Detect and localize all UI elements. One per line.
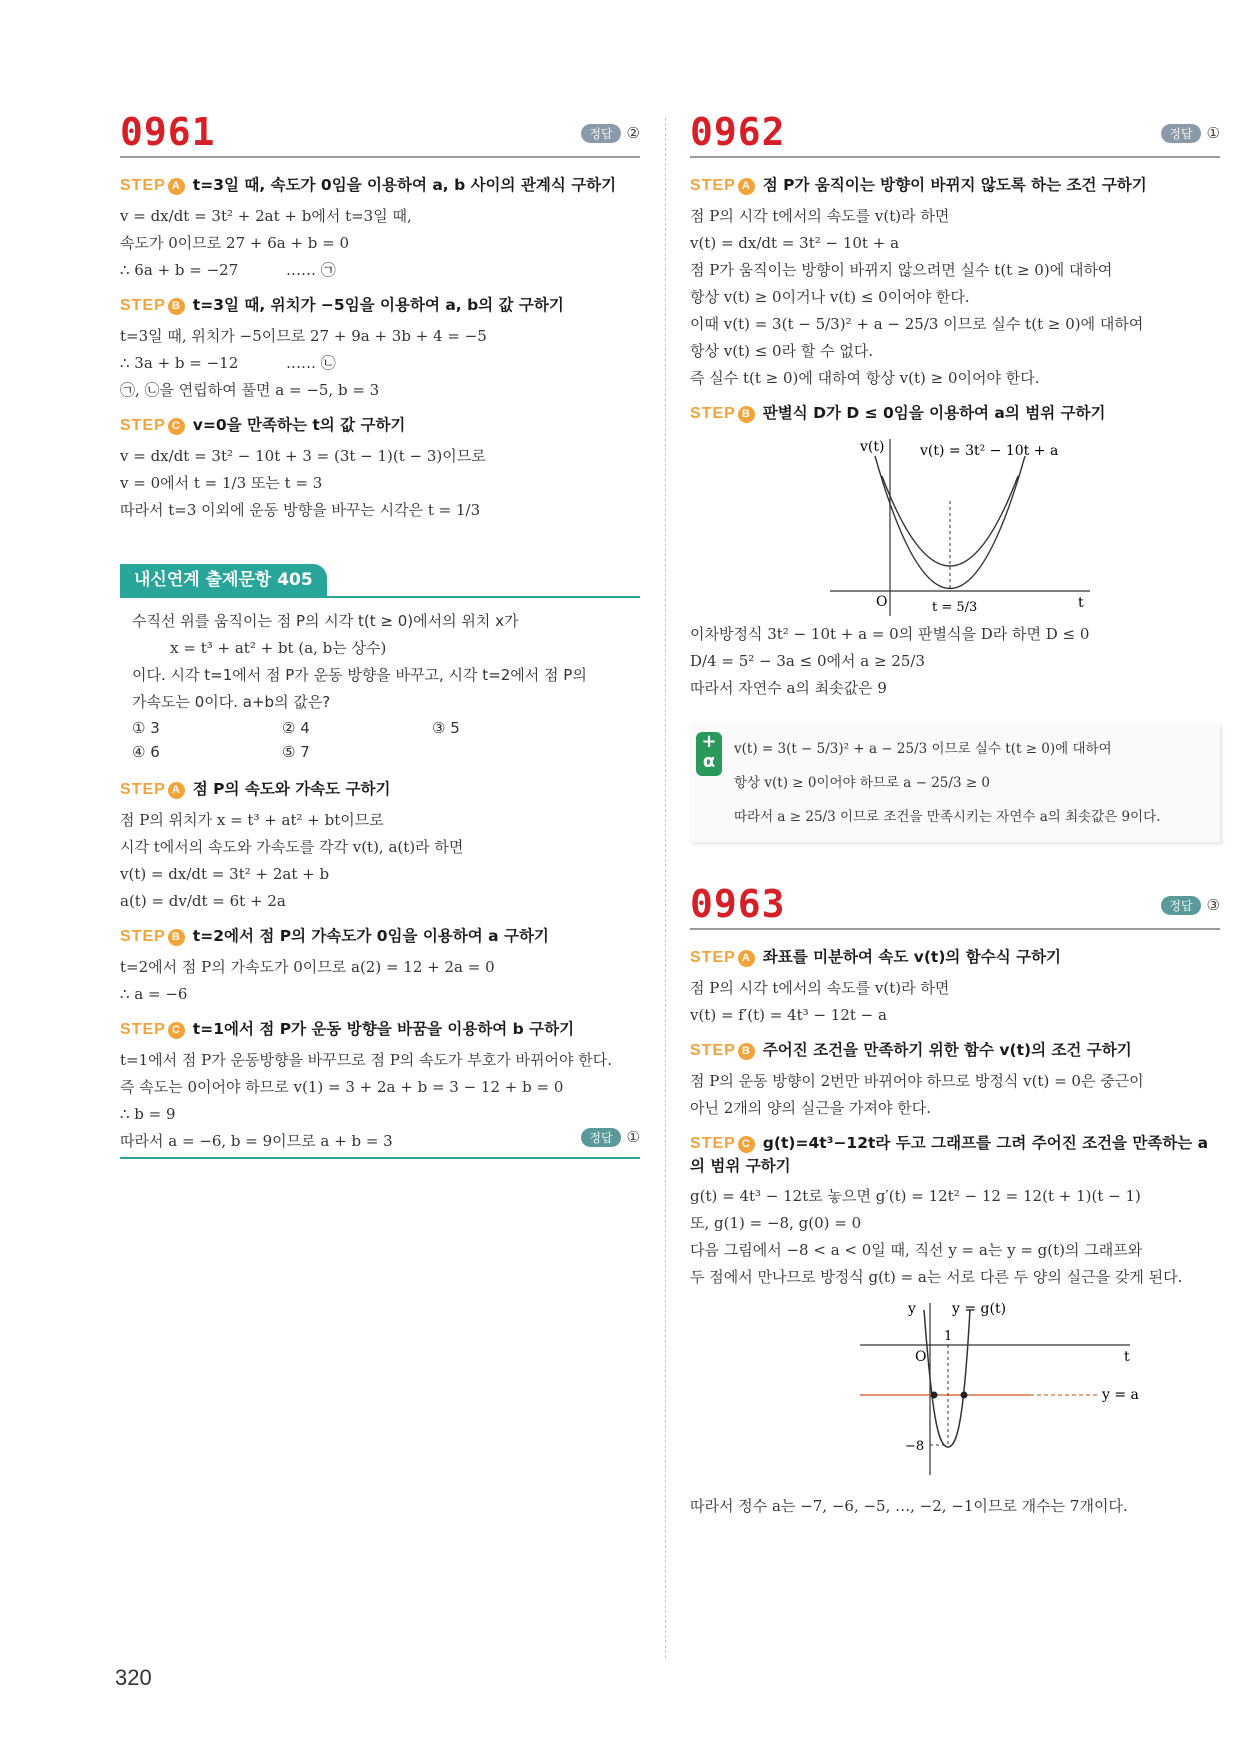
related-step-a-body — [120, 807, 640, 915]
line: 점 P의 위치가 x = t³ + at² + bt이므로 — [120, 811, 384, 829]
conclusion: 따라서 정수 a는 −7, −6, −5, …, −2, −1이므로 개수는 7개이다. — [690, 1497, 1128, 1515]
left-column — [120, 110, 640, 1159]
tip-line: 따라서 a ≥ 25/3 이므로 조건을 만족시키는 자연수 a의 최솟값은 9이다. — [734, 809, 1161, 825]
step-b-title: STEP B t=3일 때, 위치가 −5임을 이용하여 a, b의 값 구하기 — [120, 296, 564, 314]
line: ∴ 3a + b = −12 …… ㉡ — [120, 354, 336, 372]
line: v(t) = dx/dt = 3t² + 2at + b — [120, 865, 330, 883]
step-a-title: STEP A 점 P가 움직이는 방향이 바뀌지 않도록 하는 조건 구하기 — [690, 176, 1147, 194]
tick-one-label: 1 — [944, 1329, 953, 1344]
step-c-title: STEP C v=0을 만족하는 t의 값 구하기 — [120, 416, 406, 434]
curve-label: v(t) = 3t² − 10t + a — [920, 443, 1059, 459]
tip-line: v(t) = 3(t − 5/3)² + a − 25/3 이므로 실수 t(t ≥ 0)에 대하여 — [734, 741, 1112, 757]
step-c-body — [120, 443, 640, 524]
problem-header-0961 — [120, 110, 640, 158]
line: 아닌 2개의 양의 실근을 가져야 한다. — [690, 1099, 932, 1117]
line: v = dx/dt = 3t² − 10t + 3 = (3t − 1)(t − 3)이므로 — [120, 447, 486, 465]
line: ㉠, ㉡을 연립하여 풀면 a = −5, b = 3 — [120, 381, 380, 399]
answer-badge: 정답 — [1161, 896, 1200, 915]
column-divider — [665, 118, 666, 1658]
step-b-title: STEP B 주어진 조건을 만족하기 위한 함수 v(t)의 조건 구하기 — [690, 1041, 1132, 1059]
step-tag: STEP B — [690, 405, 755, 422]
question-line: x = t³ + at² + bt (a, b는 상수) — [132, 639, 387, 657]
line: 속도가 0이므로 27 + 6a + b = 0 — [120, 234, 350, 252]
line: 따라서 a = −6, b = 9이므로 a + b = 3 — [120, 1132, 393, 1150]
line: ∴ b = 9 — [120, 1105, 176, 1123]
vertex-label: t = 5/3 — [932, 600, 978, 615]
page-number: 320 — [115, 1665, 152, 1690]
step-tag: STEP C — [690, 1135, 755, 1152]
x-axis-label: t — [1078, 595, 1084, 611]
line: t=1에서 점 P가 운동방향을 바꾸므로 점 P의 속도가 부호가 바뀌어야 한다. — [120, 1051, 613, 1069]
step-b-body — [690, 621, 1220, 702]
step-a-body — [120, 203, 640, 284]
answer-value: ③ — [1206, 896, 1220, 914]
related-step-c-title: STEP C t=1에서 점 P가 운동 방향을 바꿈을 이용하여 b 구하기 — [120, 1020, 575, 1038]
answer-badge: 정답 — [1161, 124, 1200, 143]
line: 이때 v(t) = 3(t − 5/3)² + a − 25/3 이므로 실수 t(t ≥ 0)에 대하여 — [690, 315, 1144, 333]
choice: ① 3 — [132, 719, 160, 737]
step-tag: STEP C — [120, 417, 185, 434]
question-line: 이다. 시각 t=1에서 점 P가 운동 방향을 바꾸고, 시각 t=2에서 점 P의 — [132, 666, 587, 684]
tick-minus8-label: −8 — [905, 1439, 925, 1454]
related-step-b-title: STEP B t=2에서 점 P의 가속도가 0임을 이용하여 a 구하기 — [120, 927, 549, 945]
choice: ⑤ 7 — [282, 743, 310, 761]
plus-alpha-icon: + α — [696, 732, 722, 776]
line: 따라서 t=3 이외에 운동 방향을 바꾸는 시각은 t = 1/3 — [120, 501, 481, 519]
step-c-title: STEP C g(t)=4t³−12t라 두고 그래프를 그려 주어진 조건을 만족하는 a의 범위 구하기 — [690, 1134, 1209, 1175]
problem-number: 0962 — [690, 110, 786, 154]
line: g(t) = 4t³ − 12t로 놓으면 g′(t) = 12t² − 12 = 12(t + 1)(t − 1) — [690, 1187, 1141, 1205]
line: v = 0에서 t = 1/3 또는 t = 3 — [120, 474, 323, 492]
step-tag: STEP A — [120, 781, 185, 798]
step-a-title: STEP A t=3일 때, 속도가 0임을 이용하여 a, b 사이의 관계식 구하기 — [120, 176, 617, 194]
problem-number: 0963 — [690, 882, 786, 926]
answer — [1161, 124, 1220, 143]
related-step-c-body — [120, 1047, 640, 1150]
y-axis-label: v(t) — [860, 439, 885, 455]
answer-value: ① — [626, 1128, 640, 1146]
tip-line: 항상 v(t) ≥ 0이어야 하므로 a − 25/3 ≥ 0 — [734, 775, 991, 791]
parabola-graph — [810, 431, 1110, 621]
answer-value: ① — [1206, 124, 1220, 142]
origin-label: O — [876, 594, 888, 610]
cubic-graph — [840, 1295, 1160, 1485]
line: ∴ a = −6 — [120, 985, 188, 1003]
question-line: 수직선 위를 움직이는 점 P의 시각 t(t ≥ 0)에서의 위치 x가 — [132, 612, 519, 630]
intersection-point — [931, 1392, 938, 1399]
line: v(t) = dx/dt = 3t² − 10t + a — [690, 234, 900, 252]
choice: ③ 5 — [432, 719, 460, 737]
answer-badge: 정답 — [581, 1128, 620, 1147]
related-question — [120, 598, 640, 768]
problem-header-0963 — [690, 882, 1220, 930]
right-column — [690, 110, 1220, 1520]
step-tag: STEP A — [690, 177, 755, 194]
line: 항상 v(t) ≤ 0라 할 수 없다. — [690, 342, 874, 360]
line: v(t) = f′(t) = 4t³ − 12t − a — [690, 1006, 887, 1024]
line: 점 P의 시각 t에서의 속도를 v(t)라 하면 — [690, 979, 950, 997]
alpha-tip-box — [690, 724, 1220, 842]
question-line: 가속도는 0이다. a+b의 값은? — [132, 693, 331, 711]
answer — [581, 124, 640, 143]
answer — [1161, 896, 1220, 915]
step-tag: STEP B — [690, 1042, 755, 1059]
problem-header-0962 — [690, 110, 1220, 158]
choice: ④ 6 — [132, 743, 160, 761]
line: 즉 실수 t(t ≥ 0)에 대하여 항상 v(t) ≥ 0이어야 한다. — [690, 369, 1040, 387]
step-c-body — [690, 1183, 1220, 1291]
step-tag: STEP A — [120, 177, 185, 194]
problem-number: 0961 — [120, 110, 216, 154]
line: 점 P의 운동 방향이 2번만 바뀌어야 하므로 방정식 v(t) = 0은 중근이 — [690, 1072, 1144, 1090]
line: 시각 t에서의 속도와 가속도를 각각 v(t), a(t)라 하면 — [120, 838, 464, 856]
step-tag: STEP C — [120, 1021, 185, 1038]
line: 또, g(1) = −8, g(0) = 0 — [690, 1214, 862, 1232]
y-axis-label: y — [908, 1301, 916, 1317]
step-a-body — [690, 203, 1220, 392]
line: 다음 그림에서 −8 < a < 0일 때, 직선 y = a는 y = g(t)의 그래프와 — [690, 1241, 1143, 1259]
choice: ② 4 — [282, 719, 310, 737]
intersection-point — [961, 1392, 968, 1399]
related-step-a-title: STEP A 점 P의 속도와 가속도 구하기 — [120, 780, 391, 798]
choices — [132, 716, 630, 764]
step-tag: STEP B — [120, 928, 185, 945]
line: 따라서 자연수 a의 최솟값은 9 — [690, 679, 887, 697]
step-b-title: STEP B 판별식 D가 D ≤ 0임을 이용하여 a의 범위 구하기 — [690, 404, 1106, 422]
step-a-body — [690, 975, 1220, 1029]
line: t=3일 때, 위치가 −5이므로 27 + 9a + 3b + 4 = −5 — [120, 327, 487, 345]
line-label: y = a — [1102, 1387, 1139, 1403]
line: 항상 v(t) ≥ 0이거나 v(t) ≤ 0이어야 한다. — [690, 288, 970, 306]
step-tag: STEP B — [120, 297, 185, 314]
x-axis-label: t — [1124, 1349, 1130, 1365]
line: ∴ 6a + b = −27 …… ㉠ — [120, 261, 336, 279]
step-tag: STEP A — [690, 949, 755, 966]
related-step-b-body — [120, 954, 640, 1008]
answer-badge: 정답 — [581, 124, 620, 143]
step-b-body — [120, 323, 640, 404]
step-a-title: STEP A 좌표를 미분하여 속도 v(t)의 함수식 구하기 — [690, 948, 1062, 966]
related-end-rule — [120, 1157, 640, 1159]
line: t=2에서 점 P의 가속도가 0이므로 a(2) = 12 + 2a = 0 — [120, 958, 495, 976]
line: 두 점에서 만나므로 방정식 g(t) = a는 서로 다른 두 양의 실근을 갖게 된다. — [690, 1268, 1183, 1286]
line: v = dx/dt = 3t² + 2at + b에서 t=3일 때, — [120, 207, 412, 225]
line: D/4 = 5² − 3a ≤ 0에서 a ≥ 25/3 — [690, 652, 926, 670]
line: a(t) = dv/dt = 6t + 2a — [120, 892, 286, 910]
related-problem — [120, 564, 640, 1159]
step-b-body — [690, 1068, 1220, 1122]
related-header — [120, 564, 640, 598]
origin-label: O — [915, 1349, 927, 1365]
line: 점 P가 움직이는 방향이 바뀌지 않으려면 실수 t(t ≥ 0)에 대하여 — [690, 261, 1113, 279]
curve-label: y = g(t) — [952, 1301, 1007, 1317]
line: 점 P의 시각 t에서의 속도를 v(t)라 하면 — [690, 207, 950, 225]
answer-value: ② — [626, 124, 640, 142]
line: 즉 속도는 0이어야 하므로 v(1) = 3 + 2a + b = 3 − 12 + b = 0 — [120, 1078, 564, 1096]
line: 이차방정식 3t² − 10t + a = 0의 판별식을 D라 하면 D ≤ 0 — [690, 625, 1090, 643]
related-tab: 내신연계 출제문항 405 — [120, 564, 327, 596]
